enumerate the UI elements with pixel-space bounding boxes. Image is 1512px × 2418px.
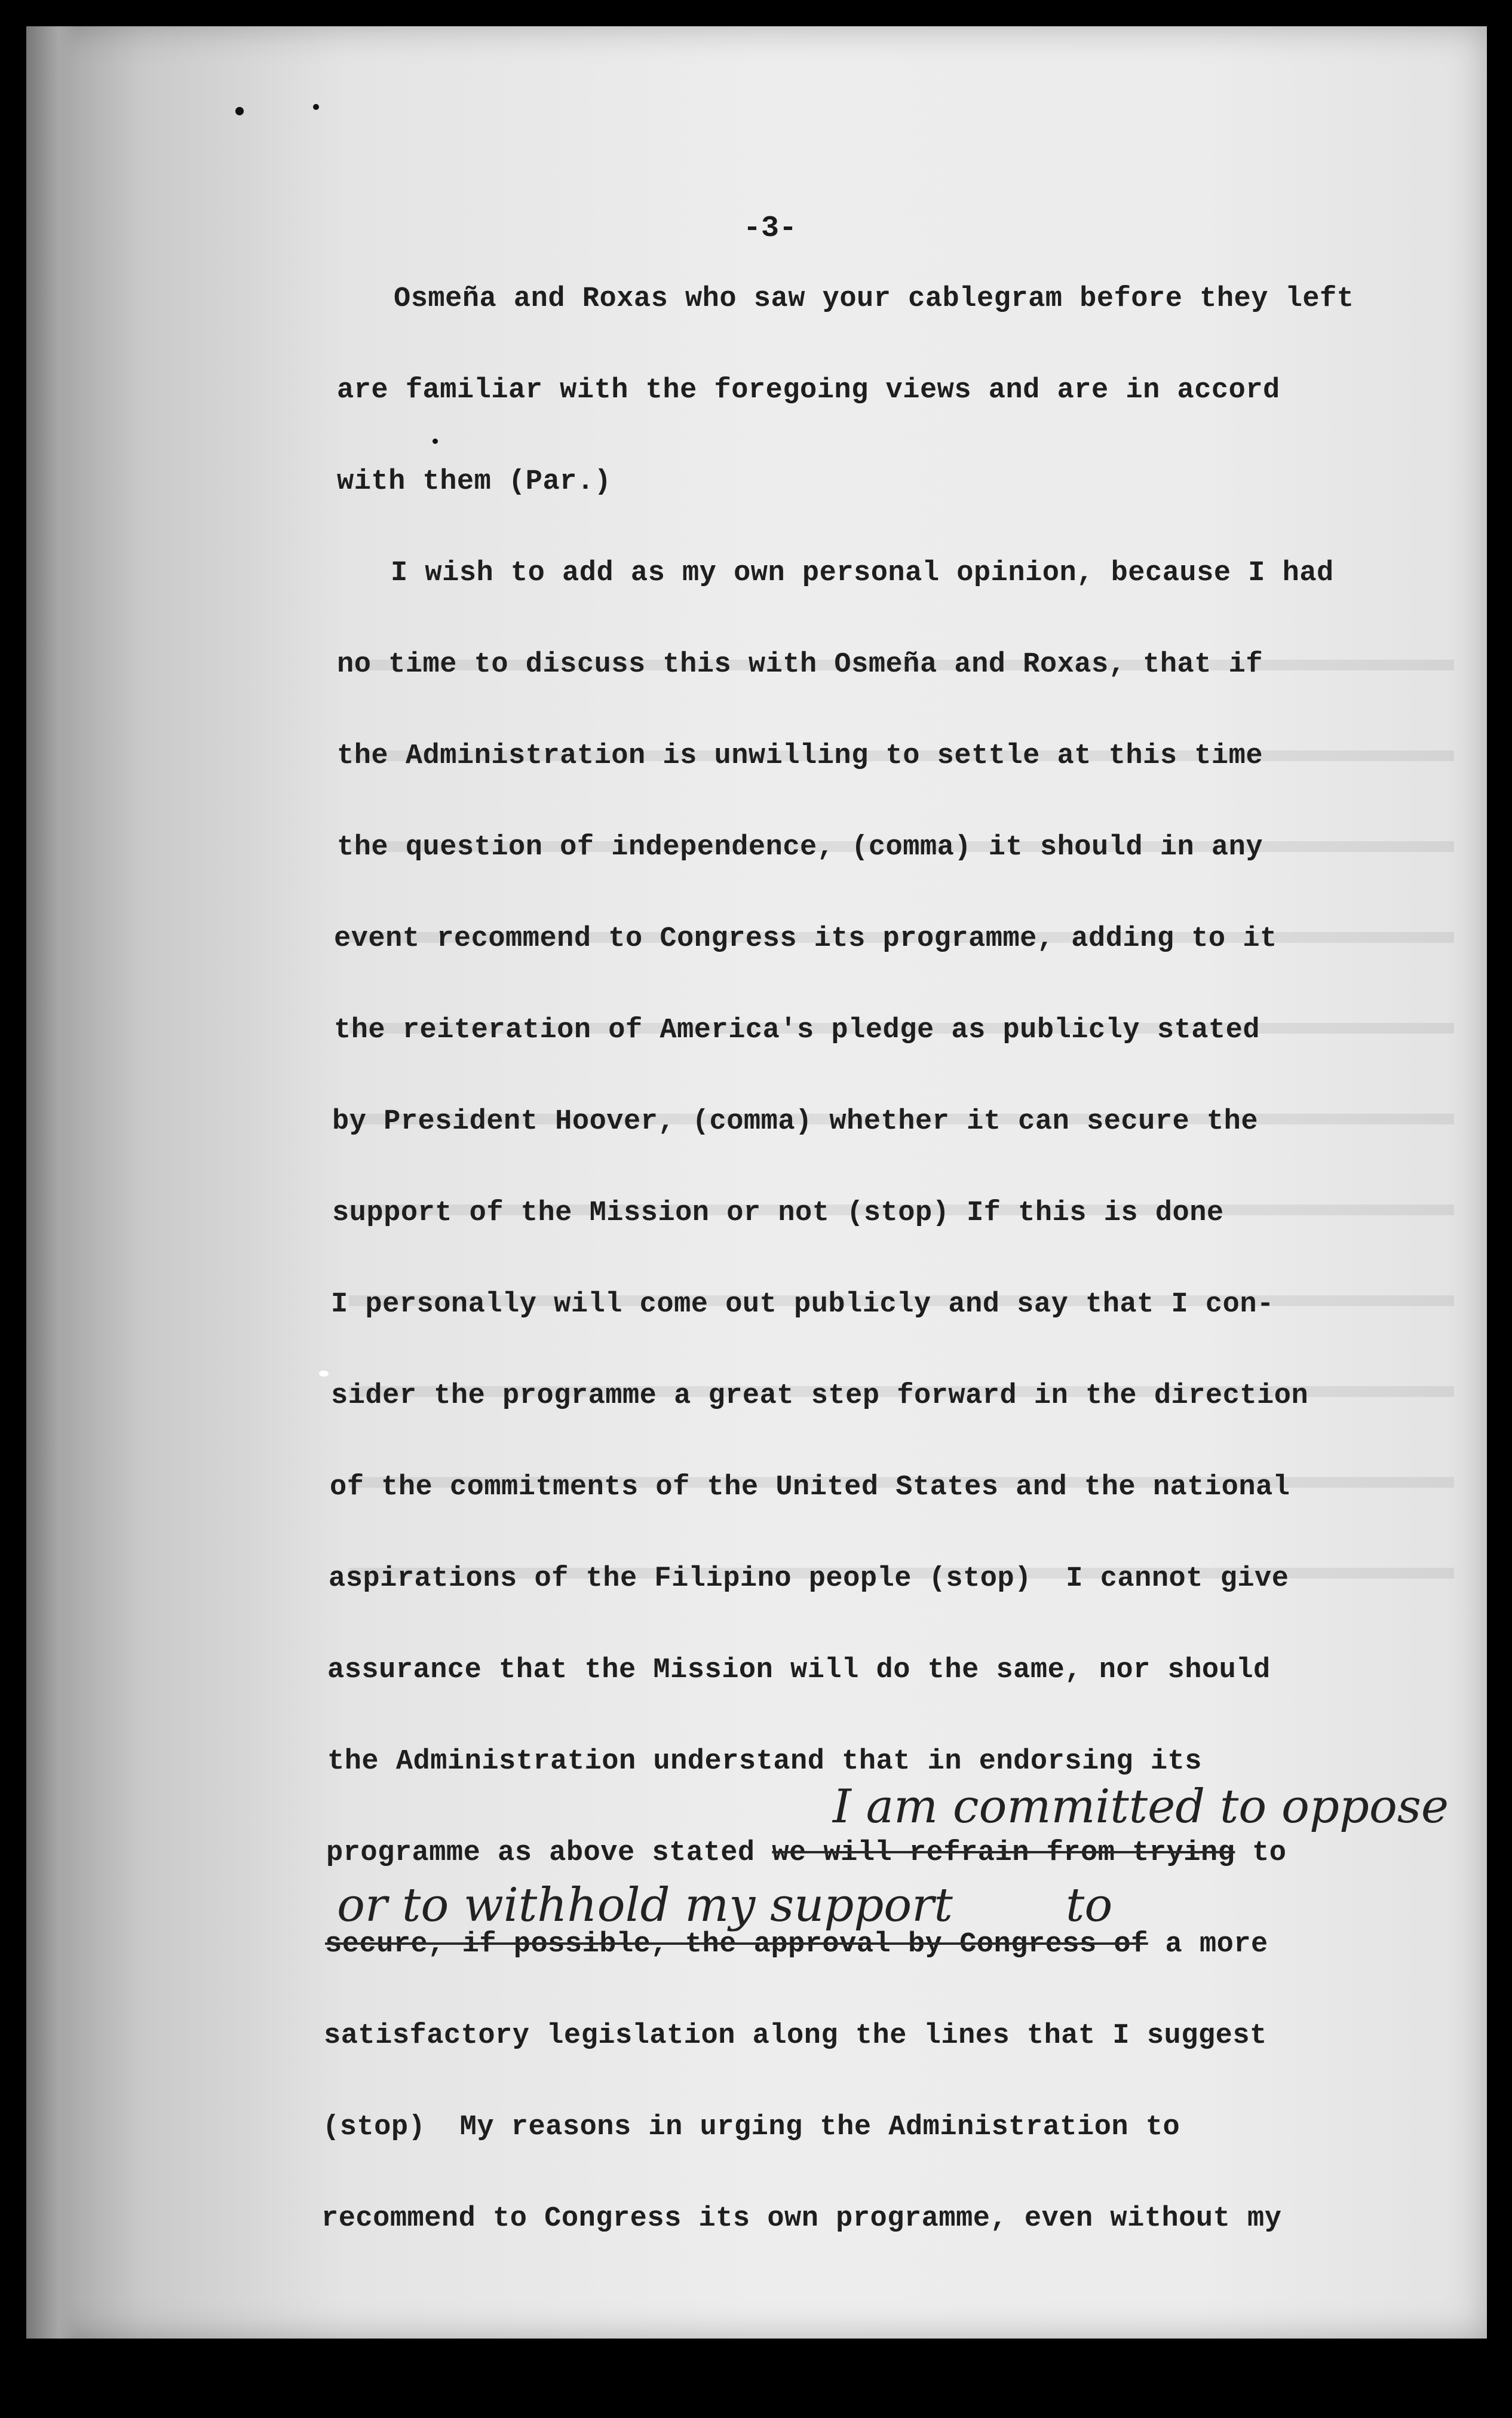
text-line: of the commitments of the United States and the national	[330, 1472, 1290, 1503]
text-line: the reiteration of America's pledge as publicly stated	[334, 1015, 1260, 1046]
text-line-with-strike	[325, 1929, 1268, 1960]
text-line: the Administration understand that in endorsing its	[327, 1746, 1202, 1778]
page-number: -3-	[743, 212, 798, 246]
text-line: assurance that the Mission will do the same, nor should	[327, 1654, 1271, 1686]
text-line: (stop) My reasons in urging the Administration to	[323, 2111, 1180, 2143]
text-line: I wish to add as my own personal opinion, because I had	[391, 557, 1334, 589]
text-line: by President Hoover, (comma) whether it can secure the	[332, 1106, 1259, 1138]
text-segment: programme as above stated	[326, 1837, 772, 1869]
text-line: recommend to Congress its own programme, even without my	[321, 2203, 1282, 2235]
text-line-with-strike	[326, 1837, 1286, 1869]
text-line: Osmeña and Roxas who saw your cablegram before they left	[394, 283, 1354, 315]
text-line: sider the programme a great step forward in the direction	[331, 1380, 1309, 1412]
ink-speck	[433, 439, 438, 444]
text-line: support of the Mission or not (stop) If this is done	[332, 1197, 1224, 1229]
text-line: satisfactory legislation along the lines that I suggest	[324, 2020, 1267, 2052]
document-page	[26, 26, 1487, 2339]
page-shadow-edge	[26, 26, 80, 2339]
text-line: I personally will come out publicly and say that I con-	[331, 1289, 1274, 1320]
text-line: with them (Par.)	[337, 466, 612, 498]
ink-speck	[235, 107, 244, 115]
text-segment: to	[1235, 1837, 1287, 1869]
struck-text: we will refrain from trying	[772, 1837, 1235, 1869]
text-segment: a more	[1148, 1929, 1268, 1960]
handwritten-insertion: or to withhold my support	[337, 1878, 953, 1932]
ink-speck	[313, 104, 319, 110]
text-line: are familiar with the foregoing views and are in accord	[337, 375, 1280, 406]
handwritten-insertion: I am committed to oppose	[833, 1780, 1449, 1834]
text-line: event recommend to Congress its programme, adding to it	[334, 923, 1277, 955]
struck-text: secure, if possible, the approval by Congress of	[325, 1929, 1148, 1960]
text-line: the Administration is unwilling to settle at this time	[337, 740, 1263, 772]
ink-speck	[319, 1371, 329, 1377]
text-line: the question of independence, (comma) it should in any	[337, 832, 1263, 863]
text-line: aspirations of the Filipino people (stop) I cannot give	[329, 1563, 1289, 1595]
handwritten-insertion: to	[1066, 1878, 1113, 1932]
text-line: no time to discuss this with Osmeña and Roxas, that if	[337, 649, 1263, 681]
